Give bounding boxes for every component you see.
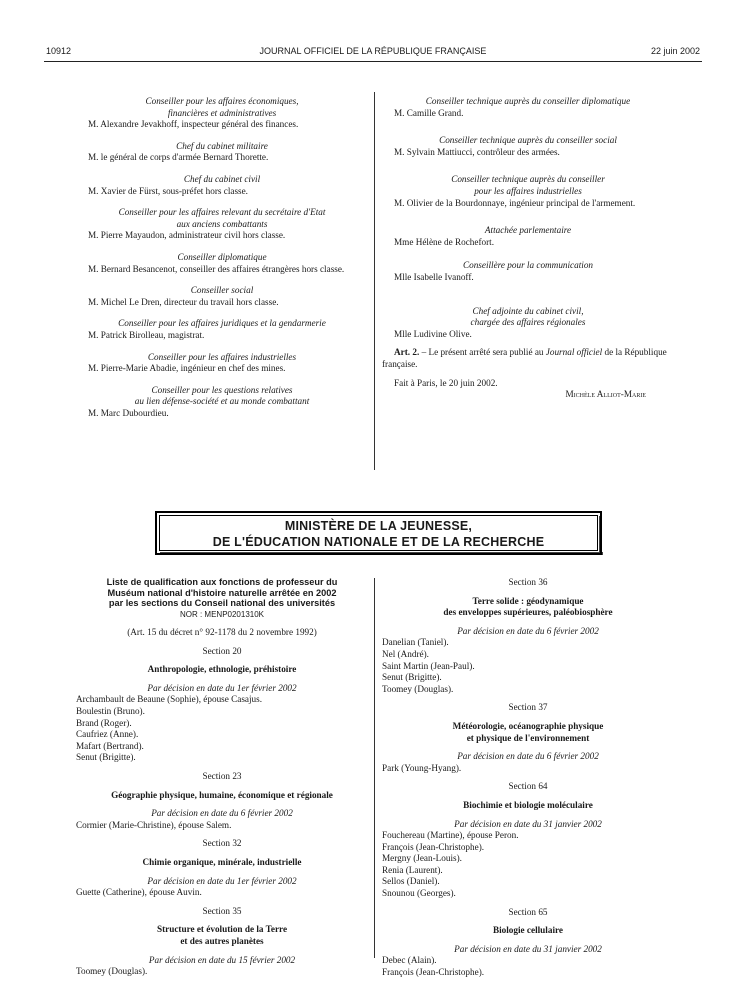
qualified-name: Renia (Laurent). <box>382 864 443 875</box>
appointee: M. Marc Dubourdieu. <box>88 407 169 418</box>
article-text: de la République française. <box>382 347 667 369</box>
appointee: Mlle Isabelle Ivanoff. <box>394 271 474 282</box>
header-rule <box>44 61 702 62</box>
qualified-name: Saint Martin (Jean-Paul). <box>382 660 475 671</box>
qualified-name: Boulestin (Bruno). <box>76 706 145 717</box>
qualified-name: Toomey (Douglas). <box>76 966 148 977</box>
appointee: M. Alexandre Jevakhoff, inspecteur général des finances. <box>88 119 299 130</box>
role-title-line: Chef du cabinet civil <box>183 173 261 184</box>
role-title <box>76 385 368 408</box>
qualified-name: Caufriez (Anne). <box>76 729 139 740</box>
appointee: M. Bernard Besancenot, conseiller des affaires étrangères hors classe. <box>88 263 345 274</box>
role-title-line: aux anciens combattants <box>176 218 268 229</box>
ministry-line-1: MINISTÈRE DE LA JEUNESSE, <box>284 519 473 533</box>
role-title <box>382 225 674 237</box>
role-title-line: Conseiller social <box>190 285 254 296</box>
role-title-line: au lien défense-société et au monde combattant <box>134 396 310 407</box>
signature: Michèle Alliot-Marie <box>565 389 646 400</box>
qualified-name: Mergny (Jean-Louis). <box>382 853 462 864</box>
section-title-line: Structure et évolution de la Terre <box>156 924 288 935</box>
section-title-line: des enveloppes supérieures, paléobiosphère <box>443 607 613 618</box>
role-title-line: pour les affaires industrielles <box>474 185 582 196</box>
appointee: M. Pierre Mayaudon, administrateur civil hors classe. <box>88 230 286 241</box>
decision-date: Par décision en date du 31 janvier 2002 <box>454 818 602 829</box>
column-divider <box>374 92 375 470</box>
decision-date: Par décision en date du 6 février 2002 <box>457 625 599 636</box>
section-number: Section 32 <box>202 838 242 849</box>
role-title-line: Chef adjointe du cabinet civil, <box>472 305 584 316</box>
section-title-line: Biologie cellulaire <box>492 925 563 936</box>
article-text: – Le présent arrêté sera publié au <box>419 347 546 358</box>
section-title <box>382 800 674 812</box>
appointee: Mme Hélène de Rochefort. <box>394 236 495 247</box>
appointee: M. Sylvain Mattiucci, contrôleur des armées. <box>394 146 560 157</box>
decree-reference: (Art. 15 du décret n° 92-1178 du 2 novembre 1992) <box>127 627 317 638</box>
role-title <box>76 352 368 364</box>
decision-date: Par décision en date du 15 février 2002 <box>148 954 296 965</box>
section-number: Section 23 <box>202 771 242 782</box>
qualified-name: Park (Young-Hyang). <box>382 762 462 773</box>
section-title-line: Géographie physique, humaine, économique et régionale <box>111 789 333 800</box>
role-title-line: Conseiller technique auprès du conseiller diplomatique <box>425 96 631 106</box>
ministry-line-2: DE L'ÉDUCATION NATIONALE ET DE LA RECHERCHE <box>212 535 545 549</box>
section-title <box>382 925 674 937</box>
qualified-name: Debec (Alain). <box>382 955 437 966</box>
qualified-name: Mafart (Bertrand). <box>76 740 144 751</box>
qualified-name: Archambault de Beaune (Sophie), épouse Casajus. <box>76 694 262 705</box>
role-title-line: Conseiller pour les questions relatives <box>151 384 293 395</box>
qualified-name: Nel (André). <box>382 648 429 659</box>
appointee: M. Michel Le Dren, directeur du travail hors classe. <box>88 296 279 307</box>
role-title-line: Conseiller pour les affaires industrielles <box>147 351 297 362</box>
decision-date: Par décision en date du 1er février 2002 <box>147 682 297 693</box>
article-text-italic: Journal officiel <box>545 347 603 358</box>
section-number: Section 64 <box>508 781 548 792</box>
article-label: Art. 2. <box>394 347 420 358</box>
page-number: 10912 <box>46 46 72 56</box>
qualified-name: Guette (Catherine), épouse Auvin. <box>76 887 202 898</box>
qualified-name: François (Jean-Christophe). <box>382 841 485 852</box>
qualified-name: Snounou (Georges). <box>382 888 456 899</box>
role-title <box>76 141 368 153</box>
list-title: Liste de qualification aux fonctions de professeur du Muséum national d'histoire naturelle arrêtée en 2002 par les sections du Conseil national des universités <box>106 577 338 608</box>
appointee: M. Xavier de Fürst, sous-préfet hors classe. <box>88 185 248 196</box>
qualified-name: Brand (Roger). <box>76 717 132 728</box>
section-title-line: Terre solide : géodynamique <box>472 595 584 606</box>
role-title <box>382 306 674 329</box>
section-title <box>382 596 674 619</box>
section-title-line: Anthropologie, ethnologie, préhistoire <box>147 664 297 675</box>
qualified-name: Senut (Brigitte). <box>382 672 442 683</box>
section-title-line: et des autres planètes <box>180 935 264 946</box>
issue-date: 22 juin 2002 <box>650 46 700 56</box>
section-title <box>382 721 674 744</box>
bottom-left-column <box>76 577 368 978</box>
section-title <box>76 664 368 676</box>
role-title <box>76 252 368 264</box>
section-title <box>76 857 368 869</box>
role-title <box>382 96 674 108</box>
role-title-line: Conseiller pour les affaires relevant du secrétaire d'Etat <box>118 207 326 218</box>
section-title <box>76 924 368 947</box>
decision-date: Par décision en date du 6 février 2002 <box>457 751 599 762</box>
role-title <box>382 260 674 272</box>
appointee: M. Patrick Birolleau, magistrat. <box>88 329 205 340</box>
role-title <box>76 207 368 230</box>
appointee: Mlle Ludivine Olive. <box>394 328 472 339</box>
role-title-line: Conseiller technique auprès du conseiller <box>451 174 605 185</box>
role-title-line: Conseiller pour les affaires économiques, <box>145 96 299 106</box>
top-left-column <box>76 96 368 419</box>
section-number: Section 36 <box>508 577 548 587</box>
ministry-heading-box <box>155 511 602 555</box>
qualified-name: Senut (Brigitte). <box>76 752 136 763</box>
section-title-line: Biochimie et biologie moléculaire <box>463 799 593 810</box>
role-title-line: Conseiller technique auprès du conseiller social <box>439 135 617 146</box>
section-number: Section 35 <box>202 905 242 916</box>
role-title <box>76 96 368 119</box>
section-number: Section 65 <box>508 906 548 917</box>
role-title <box>76 174 368 186</box>
role-title-line: chargée des affaires régionales <box>470 317 586 328</box>
decision-date: Par décision en date du 6 février 2002 <box>151 808 293 819</box>
section-number: Section 37 <box>508 702 548 713</box>
role-title <box>76 285 368 297</box>
journal-title: JOURNAL OFFICIEL DE LA RÉPUBLIQUE FRANÇAISE <box>259 46 487 56</box>
signing-place-date: Fait à Paris, le 20 juin 2002. <box>394 377 498 388</box>
section-title-line: Météorologie, océanographie physique <box>452 720 604 731</box>
role-title <box>382 174 674 197</box>
role-title-line: Conseiller pour les affaires juridiques et la gendarmerie <box>118 318 326 329</box>
qualified-name: François (Jean-Christophe). <box>382 967 485 978</box>
qualified-name: Toomey (Douglas). <box>382 683 454 694</box>
appointee: M. Olivier de la Bourdonnaye, ingénieur principal de l'armement. <box>394 197 636 208</box>
appointee: M. Camille Grand. <box>394 107 464 118</box>
section-number: Section 20 <box>202 645 242 656</box>
role-title <box>382 135 674 147</box>
role-title-line: Attachée parlementaire <box>484 225 572 236</box>
role-title-line: Conseillère pour la communication <box>462 260 594 271</box>
section-title-line: Chimie organique, minérale, industrielle <box>142 857 302 867</box>
nor-reference: NOR : MENP0201310K <box>179 609 265 619</box>
bottom-right-column <box>382 577 674 979</box>
role-title-line: financières et administratives <box>167 107 277 118</box>
qualified-name: Sellos (Daniel). <box>382 876 440 887</box>
qualified-name: Fouchereau (Martine), épouse Peron. <box>382 830 519 841</box>
role-title <box>76 318 368 330</box>
appointee: M. Pierre-Marie Abadie, ingénieur en chef des mines. <box>88 363 286 374</box>
role-title-line: Chef du cabinet militaire <box>176 140 268 151</box>
appointee: M. le général de corps d'armée Bernard Thorette. <box>88 152 269 163</box>
section-title <box>76 790 368 802</box>
article-2 <box>382 347 674 370</box>
decision-date: Par décision en date du 1er février 2002 <box>147 875 297 886</box>
column-divider <box>374 578 375 958</box>
decision-date: Par décision en date du 31 janvier 2002 <box>454 943 602 954</box>
top-right-column <box>382 96 674 401</box>
section-title-line: et physique de l'environnement <box>466 732 590 743</box>
role-title-line: Conseiller diplomatique <box>177 251 267 262</box>
page-header <box>46 46 700 60</box>
qualified-name: Cormier (Marie-Christine), épouse Salem. <box>76 819 232 830</box>
qualified-name: Danelian (Taniel). <box>382 637 449 648</box>
